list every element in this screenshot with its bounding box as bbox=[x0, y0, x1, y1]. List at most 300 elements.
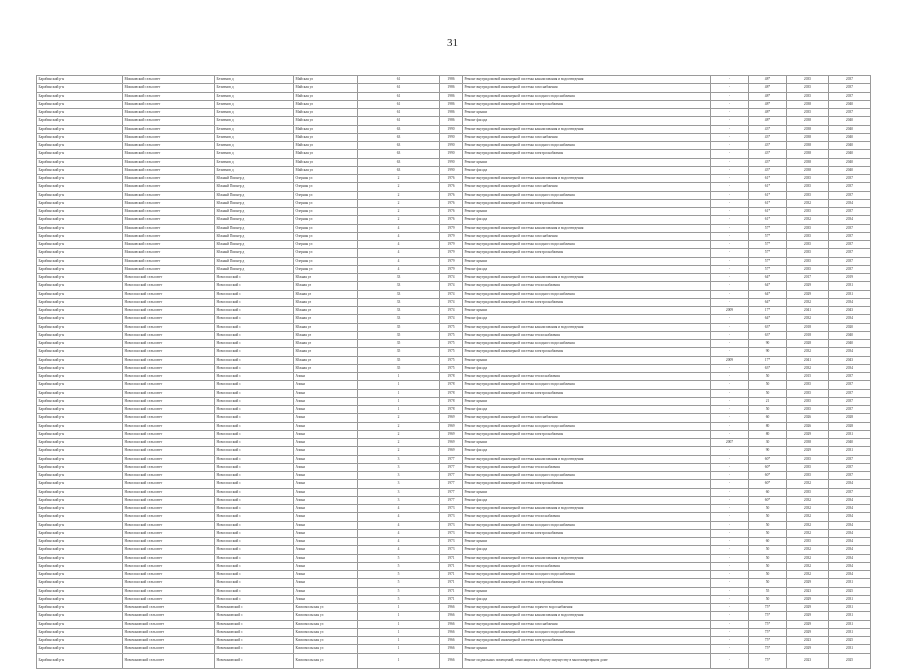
cell-plan_start: 2029 bbox=[787, 595, 829, 603]
cell-locality: Новоспасский с bbox=[215, 381, 294, 389]
cell-work: Ремонт внутридомовой инженерной системы теплоснабжения bbox=[463, 562, 711, 570]
cell-wear: 60* bbox=[749, 472, 787, 480]
cell-plan_start: 2029 bbox=[787, 628, 829, 636]
table-row bbox=[37, 199, 871, 207]
cell-year: 1973 bbox=[440, 521, 463, 529]
cell-settlement_type: Мошковский сельсовет bbox=[123, 191, 215, 199]
cell-year: 1969 bbox=[440, 439, 463, 447]
cell-street: Азина bbox=[294, 447, 358, 455]
cell-locality: Безменов д bbox=[215, 158, 294, 166]
cell-wear: 80 bbox=[749, 422, 787, 430]
cell-wear: 60 bbox=[749, 414, 787, 422]
cell-year: 1974 bbox=[440, 274, 463, 282]
cell-locality: Безменов д bbox=[215, 100, 294, 108]
cell-district: Барабинский р-н bbox=[37, 422, 123, 430]
table-row bbox=[37, 125, 871, 133]
cell-work: Ремонт внутридомовой инженерной системы электроснабжения bbox=[463, 579, 711, 587]
cell-wear: 60* bbox=[749, 463, 787, 471]
cell-work: Ремонт внутридомовой инженерной системы теплоснабжения bbox=[463, 463, 711, 471]
cell-work: Ремонт внутридомовой инженерной системы электроснабжения bbox=[463, 199, 711, 207]
cell-district: Барабинский р-н bbox=[37, 232, 123, 240]
cell-house: 2 bbox=[358, 199, 440, 207]
cell-work: Ремонт внутридомовой инженерной системы газоснабжения bbox=[463, 620, 711, 628]
table-row bbox=[37, 620, 871, 628]
cell-year: 1974 bbox=[440, 307, 463, 315]
cell-year_done: 2009 bbox=[711, 307, 749, 315]
cell-wear: 55 bbox=[749, 587, 787, 595]
cell-street: Озерная ул bbox=[294, 224, 358, 232]
cell-settlement_type: Новочановский сельсовет bbox=[123, 645, 215, 653]
cell-work: Ремонт внутридомовой инженерной системы электроснабжения bbox=[463, 298, 711, 306]
cell-settlement_type: Мошковский сельсовет bbox=[123, 208, 215, 216]
cell-work: Ремонт крыши bbox=[463, 257, 711, 265]
cell-work: Ремонт фасада bbox=[463, 166, 711, 174]
cell-plan_end: 2040 bbox=[829, 158, 871, 166]
cell-house: 3 bbox=[358, 472, 440, 480]
cell-plan_start: 2032 bbox=[787, 521, 829, 529]
cell-year_done: - bbox=[711, 546, 749, 554]
cell-wear: 50 bbox=[749, 381, 787, 389]
cell-house: 2 bbox=[358, 191, 440, 199]
cell-plan_end: 2028 bbox=[829, 414, 871, 422]
cell-work: Ремонт внутридомовой инженерной системы газоснабжения bbox=[463, 84, 711, 92]
cell-year: 1976 bbox=[440, 216, 463, 224]
cell-district: Барабинский р-н bbox=[37, 628, 123, 636]
cell-year: 1979 bbox=[440, 232, 463, 240]
cell-wear: 48* bbox=[749, 92, 787, 100]
cell-wear: 64* bbox=[749, 298, 787, 306]
cell-settlement_type: Мошковский сельсовет bbox=[123, 100, 215, 108]
table-row bbox=[37, 488, 871, 496]
cell-street: Азина bbox=[294, 562, 358, 570]
cell-year_done: - bbox=[711, 298, 749, 306]
cell-year: 1979 bbox=[440, 265, 463, 273]
cell-plan_start: 2038 bbox=[787, 150, 829, 158]
cell-plan_start: 2032 bbox=[787, 562, 829, 570]
cell-house: 33 bbox=[358, 290, 440, 298]
cell-plan_start: 2029 bbox=[787, 430, 829, 438]
cell-year: 1974 bbox=[440, 315, 463, 323]
table-row bbox=[37, 133, 871, 141]
cell-locality: Новоспасский с bbox=[215, 488, 294, 496]
cell-work: Ремонт внутридомовой инженерной системы газоснабжения bbox=[463, 232, 711, 240]
cell-locality: Новоспасский с bbox=[215, 587, 294, 595]
cell-street: Южная ул bbox=[294, 290, 358, 298]
cell-district: Барабинский р-н bbox=[37, 397, 123, 405]
table-row bbox=[37, 439, 871, 447]
cell-work: Ремонт внутридомовой инженерной системы электроснабжения bbox=[463, 430, 711, 438]
cell-plan_end: 2034 bbox=[829, 298, 871, 306]
cell-wear: 50 bbox=[749, 595, 787, 603]
cell-locality: Новоспасский с bbox=[215, 307, 294, 315]
table-row bbox=[37, 307, 871, 315]
cell-year_done: - bbox=[711, 232, 749, 240]
cell-plan_start: 2032 bbox=[787, 529, 829, 537]
cell-locality: Новоспасский с bbox=[215, 513, 294, 521]
cell-house: 1 bbox=[358, 645, 440, 653]
cell-wear: 63* bbox=[749, 323, 787, 331]
cell-settlement_type: Новоспасский сельсовет bbox=[123, 430, 215, 438]
cell-year: 1966 bbox=[440, 653, 463, 669]
cell-plan_end: 2031 bbox=[829, 645, 871, 653]
cell-plan_start: 2038 bbox=[787, 166, 829, 174]
cell-district: Барабинский р-н bbox=[37, 513, 123, 521]
table-row bbox=[37, 117, 871, 125]
cell-plan_end: 2037 bbox=[829, 208, 871, 216]
cell-house: 4 bbox=[358, 232, 440, 240]
cell-house: 4 bbox=[358, 257, 440, 265]
cell-plan_end: 2037 bbox=[829, 175, 871, 183]
cell-work: Ремонт внутридомовой инженерной системы горячего водоснабжения bbox=[463, 604, 711, 612]
cell-house: 35 bbox=[358, 331, 440, 339]
cell-locality: Безменов д bbox=[215, 133, 294, 141]
cell-wear: 60* bbox=[749, 496, 787, 504]
cell-plan_end: 2037 bbox=[829, 232, 871, 240]
cell-settlement_type: Новоспасский сельсовет bbox=[123, 505, 215, 513]
cell-settlement_type: Мошковский сельсовет bbox=[123, 232, 215, 240]
cell-district: Барабинский р-н bbox=[37, 472, 123, 480]
cell-year: 1978 bbox=[440, 406, 463, 414]
cell-settlement_type: Новоспасский сельсовет bbox=[123, 331, 215, 339]
cell-plan_end: 2031 bbox=[829, 612, 871, 620]
cell-house: 3 bbox=[358, 480, 440, 488]
cell-house: 33 bbox=[358, 315, 440, 323]
cell-year_done: - bbox=[711, 455, 749, 463]
cell-house: 4 bbox=[358, 538, 440, 546]
cell-year_done: - bbox=[711, 364, 749, 372]
cell-year: 1976 bbox=[440, 199, 463, 207]
cell-plan_end: 2040 bbox=[829, 340, 871, 348]
cell-plan_start: 2035 bbox=[787, 406, 829, 414]
cell-locality: Безменов д bbox=[215, 109, 294, 117]
cell-wear: 61* bbox=[749, 175, 787, 183]
table-row bbox=[37, 538, 871, 546]
cell-settlement_type: Мошковский сельсовет bbox=[123, 224, 215, 232]
cell-district: Барабинский р-н bbox=[37, 587, 123, 595]
cell-work: Ремонт крыши bbox=[463, 645, 711, 653]
cell-year_done: - bbox=[711, 274, 749, 282]
cell-year: 1976 bbox=[440, 191, 463, 199]
cell-plan_end: 2037 bbox=[829, 472, 871, 480]
cell-street: Комсомольская ул bbox=[294, 628, 358, 636]
cell-work: Ремонт фасада bbox=[463, 406, 711, 414]
cell-plan_end: 2040 bbox=[829, 331, 871, 339]
cell-locality: Новоспасский с bbox=[215, 521, 294, 529]
cell-plan_start: 2035 bbox=[787, 389, 829, 397]
cell-year_done: - bbox=[711, 92, 749, 100]
cell-settlement_type: Мошковский сельсовет bbox=[123, 125, 215, 133]
cell-district: Барабинский р-н bbox=[37, 125, 123, 133]
cell-district: Барабинский р-н bbox=[37, 604, 123, 612]
cell-settlement_type: Новочановский сельсовет bbox=[123, 628, 215, 636]
cell-locality: Южный Пионер д bbox=[215, 257, 294, 265]
cell-year_done: - bbox=[711, 323, 749, 331]
cell-street: Майская ул bbox=[294, 100, 358, 108]
cell-district: Барабинский р-н bbox=[37, 488, 123, 496]
cell-street: Азина bbox=[294, 480, 358, 488]
table-row bbox=[37, 546, 871, 554]
table-row bbox=[37, 298, 871, 306]
cell-plan_end: 2034 bbox=[829, 571, 871, 579]
cell-year_done: - bbox=[711, 150, 749, 158]
cell-plan_end: 2031 bbox=[829, 282, 871, 290]
cell-plan_start: 2029 bbox=[787, 579, 829, 587]
cell-work: Ремонт фасада bbox=[463, 496, 711, 504]
cell-settlement_type: Мошковский сельсовет bbox=[123, 257, 215, 265]
cell-plan_start: 2035 bbox=[787, 455, 829, 463]
cell-settlement_type: Мошковский сельсовет bbox=[123, 175, 215, 183]
cell-settlement_type: Новоспасский сельсовет bbox=[123, 323, 215, 331]
cell-locality: Новоспасский с bbox=[215, 348, 294, 356]
cell-year: 1978 bbox=[440, 389, 463, 397]
cell-locality: Южный Пионер д bbox=[215, 183, 294, 191]
cell-plan_end: 2037 bbox=[829, 257, 871, 265]
cell-work: Ремонт фасада bbox=[463, 447, 711, 455]
cell-district: Барабинский р-н bbox=[37, 331, 123, 339]
cell-street: Азина bbox=[294, 439, 358, 447]
table-row bbox=[37, 232, 871, 240]
cell-district: Барабинский р-н bbox=[37, 340, 123, 348]
cell-locality: Новоспасский с bbox=[215, 595, 294, 603]
cell-wear: 50 bbox=[749, 513, 787, 521]
cell-wear: 60 bbox=[749, 488, 787, 496]
cell-year: 1975 bbox=[440, 364, 463, 372]
cell-wear: 60 bbox=[749, 538, 787, 546]
cell-house: 35 bbox=[358, 364, 440, 372]
cell-locality: Безменов д bbox=[215, 117, 294, 125]
table-row bbox=[37, 480, 871, 488]
cell-street: Южная ул bbox=[294, 315, 358, 323]
cell-district: Барабинский р-н bbox=[37, 199, 123, 207]
cell-plan_start: 2038 bbox=[787, 158, 829, 166]
cell-plan_end: 2031 bbox=[829, 595, 871, 603]
cell-street: Майская ул bbox=[294, 133, 358, 141]
cell-locality: Новоспасский с bbox=[215, 315, 294, 323]
cell-year_done: - bbox=[711, 282, 749, 290]
cell-plan_end: 2037 bbox=[829, 224, 871, 232]
cell-locality: Безменов д bbox=[215, 84, 294, 92]
cell-house: 3 bbox=[358, 455, 440, 463]
cell-settlement_type: Новоспасский сельсовет bbox=[123, 389, 215, 397]
cell-district: Барабинский р-н bbox=[37, 414, 123, 422]
cell-plan_end: 2028 bbox=[829, 422, 871, 430]
cell-house: 4 bbox=[358, 249, 440, 257]
cell-district: Барабинский р-н bbox=[37, 249, 123, 257]
table-row bbox=[37, 191, 871, 199]
cell-settlement_type: Мошковский сельсовет bbox=[123, 249, 215, 257]
cell-house: 63 bbox=[358, 142, 440, 150]
cell-work: Ремонт внутридомовой инженерной системы электроснабжения bbox=[463, 100, 711, 108]
table-row bbox=[37, 282, 871, 290]
cell-district: Барабинский р-н bbox=[37, 562, 123, 570]
cell-street: Майская ул bbox=[294, 76, 358, 84]
cell-district: Барабинский р-н bbox=[37, 538, 123, 546]
cell-street: Южная ул bbox=[294, 364, 358, 372]
cell-street: Азина bbox=[294, 521, 358, 529]
cell-work: Ремонт крыши bbox=[463, 397, 711, 405]
cell-year_done: - bbox=[711, 315, 749, 323]
cell-settlement_type: Мошковский сельсовет bbox=[123, 199, 215, 207]
cell-year: 1986 bbox=[440, 92, 463, 100]
cell-plan_start: 2032 bbox=[787, 298, 829, 306]
cell-wear: 48* bbox=[749, 117, 787, 125]
table-row bbox=[37, 257, 871, 265]
cell-year: 1969 bbox=[440, 422, 463, 430]
cell-plan_end: 2040 bbox=[829, 125, 871, 133]
cell-district: Барабинский р-н bbox=[37, 521, 123, 529]
cell-wear: 61* bbox=[749, 191, 787, 199]
cell-house: 33 bbox=[358, 307, 440, 315]
cell-locality: Безменов д bbox=[215, 142, 294, 150]
cell-house: 5 bbox=[358, 554, 440, 562]
cell-work: Ремонт внутридомовой инженерной системы канализования и водоотведения bbox=[463, 224, 711, 232]
table-row bbox=[37, 76, 871, 84]
cell-street: Озерная ул bbox=[294, 249, 358, 257]
cell-work: Ремонт фасада bbox=[463, 216, 711, 224]
cell-year_done: - bbox=[711, 430, 749, 438]
cell-wear: 80 bbox=[749, 430, 787, 438]
cell-work: Ремонт внутридомовой инженерной системы канализования и водоотведения bbox=[463, 175, 711, 183]
table-row bbox=[37, 340, 871, 348]
cell-house: 4 bbox=[358, 529, 440, 537]
cell-wear: 17* bbox=[749, 356, 787, 364]
cell-year_done: - bbox=[711, 100, 749, 108]
cell-year: 1966 bbox=[440, 612, 463, 620]
cell-locality: Новоспасский с bbox=[215, 505, 294, 513]
table-row bbox=[37, 472, 871, 480]
cell-street: Азина bbox=[294, 389, 358, 397]
table-row bbox=[37, 628, 871, 636]
cell-street: Озерная ул bbox=[294, 216, 358, 224]
cell-locality: Новоспасский с bbox=[215, 290, 294, 298]
cell-plan_start: 2035 bbox=[787, 232, 829, 240]
table-row bbox=[37, 315, 871, 323]
cell-plan_end: 2034 bbox=[829, 554, 871, 562]
cell-house: 5 bbox=[358, 587, 440, 595]
cell-work: Ремонт крыши bbox=[463, 208, 711, 216]
cell-street: Азина bbox=[294, 373, 358, 381]
cell-street: Азина bbox=[294, 414, 358, 422]
cell-street: Майская ул bbox=[294, 125, 358, 133]
cell-settlement_type: Новоспасский сельсовет bbox=[123, 554, 215, 562]
cell-plan_end: 2043 bbox=[829, 356, 871, 364]
cell-house: 1 bbox=[358, 604, 440, 612]
cell-year: 1971 bbox=[440, 562, 463, 570]
cell-plan_end: 2034 bbox=[829, 315, 871, 323]
cell-wear: 90 bbox=[749, 340, 787, 348]
cell-plan_start: 2035 bbox=[787, 538, 829, 546]
cell-district: Барабинский р-н bbox=[37, 298, 123, 306]
cell-locality: Новоспасский с bbox=[215, 406, 294, 414]
cell-settlement_type: Новоспасский сельсовет bbox=[123, 496, 215, 504]
cell-work: Ремонт внутридомовой инженерной системы газоснабжения bbox=[463, 414, 711, 422]
cell-street: Комсомольская ул bbox=[294, 604, 358, 612]
cell-district: Барабинский р-н bbox=[37, 381, 123, 389]
cell-year: 1971 bbox=[440, 579, 463, 587]
cell-work: Ремонт внутридомовой инженерной системы электроснабжения bbox=[463, 637, 711, 645]
cell-year: 1977 bbox=[440, 472, 463, 480]
cell-work: Ремонт внутридомовой инженерной системы газоснабжения bbox=[463, 183, 711, 191]
cell-year_done: - bbox=[711, 472, 749, 480]
cell-house: 2 bbox=[358, 208, 440, 216]
cell-wear: 57* bbox=[749, 241, 787, 249]
cell-work: Ремонт внутридомовой инженерной системы канализования и водоотведения bbox=[463, 323, 711, 331]
cell-year_done: - bbox=[711, 208, 749, 216]
cell-locality: Новочановский с bbox=[215, 612, 294, 620]
cell-plan_start: 2035 bbox=[787, 183, 829, 191]
cell-settlement_type: Новоспасский сельсовет bbox=[123, 282, 215, 290]
cell-year_done: - bbox=[711, 496, 749, 504]
cell-house: 1 bbox=[358, 381, 440, 389]
cell-year_done: - bbox=[711, 158, 749, 166]
cell-wear: 50 bbox=[749, 579, 787, 587]
cell-settlement_type: Новоспасский сельсовет bbox=[123, 397, 215, 405]
cell-work: Ремонт внутридомовой инженерной системы электроснабжения bbox=[463, 348, 711, 356]
cell-year_done: - bbox=[711, 653, 749, 669]
cell-wear: 43* bbox=[749, 158, 787, 166]
cell-house: 61 bbox=[358, 100, 440, 108]
cell-district: Барабинский р-н bbox=[37, 290, 123, 298]
cell-settlement_type: Новоспасский сельсовет bbox=[123, 373, 215, 381]
cell-house: 2 bbox=[358, 175, 440, 183]
cell-street: Азина bbox=[294, 463, 358, 471]
cell-year_done: - bbox=[711, 224, 749, 232]
cell-settlement_type: Новоспасский сельсовет bbox=[123, 538, 215, 546]
cell-settlement_type: Новоспасский сельсовет bbox=[123, 406, 215, 414]
cell-street: Азина bbox=[294, 554, 358, 562]
cell-house: 35 bbox=[358, 340, 440, 348]
cell-district: Барабинский р-н bbox=[37, 637, 123, 645]
cell-year_done: - bbox=[711, 340, 749, 348]
cell-settlement_type: Мошковский сельсовет bbox=[123, 183, 215, 191]
cell-plan_start: 2023 bbox=[787, 653, 829, 669]
cell-settlement_type: Новоспасский сельсовет bbox=[123, 488, 215, 496]
cell-plan_end: 2031 bbox=[829, 579, 871, 587]
cell-locality: Новоспасский с bbox=[215, 282, 294, 290]
cell-street: Азина bbox=[294, 595, 358, 603]
cell-wear: 64* bbox=[749, 274, 787, 282]
cell-year: 1986 bbox=[440, 100, 463, 108]
cell-work: Ремонт внутридомовой инженерной системы электроснабжения bbox=[463, 480, 711, 488]
cell-house: 2 bbox=[358, 183, 440, 191]
cell-street: Майская ул bbox=[294, 142, 358, 150]
cell-street: Майская ул bbox=[294, 166, 358, 174]
cell-settlement_type: Новочановский сельсовет bbox=[123, 612, 215, 620]
cell-house: 4 bbox=[358, 513, 440, 521]
cell-street: Южная ул bbox=[294, 323, 358, 331]
cell-plan_end: 2034 bbox=[829, 216, 871, 224]
cell-year: 1990 bbox=[440, 150, 463, 158]
cell-year_done: - bbox=[711, 76, 749, 84]
cell-street: Азина bbox=[294, 546, 358, 554]
cell-district: Барабинский р-н bbox=[37, 315, 123, 323]
cell-wear: 75* bbox=[749, 653, 787, 669]
cell-street: Майская ул bbox=[294, 150, 358, 158]
cell-year: 1979 bbox=[440, 241, 463, 249]
cell-street: Озерная ул bbox=[294, 175, 358, 183]
cell-house: 1 bbox=[358, 628, 440, 636]
cell-plan_start: 2029 bbox=[787, 282, 829, 290]
cell-year: 1977 bbox=[440, 496, 463, 504]
cell-locality: Безменов д bbox=[215, 150, 294, 158]
cell-district: Барабинский р-н bbox=[37, 373, 123, 381]
cell-plan_start: 2032 bbox=[787, 571, 829, 579]
cell-district: Барабинский р-н bbox=[37, 356, 123, 364]
cell-year_done: - bbox=[711, 257, 749, 265]
cell-year: 1974 bbox=[440, 298, 463, 306]
cell-plan_start: 2038 bbox=[787, 100, 829, 108]
cell-house: 2 bbox=[358, 422, 440, 430]
